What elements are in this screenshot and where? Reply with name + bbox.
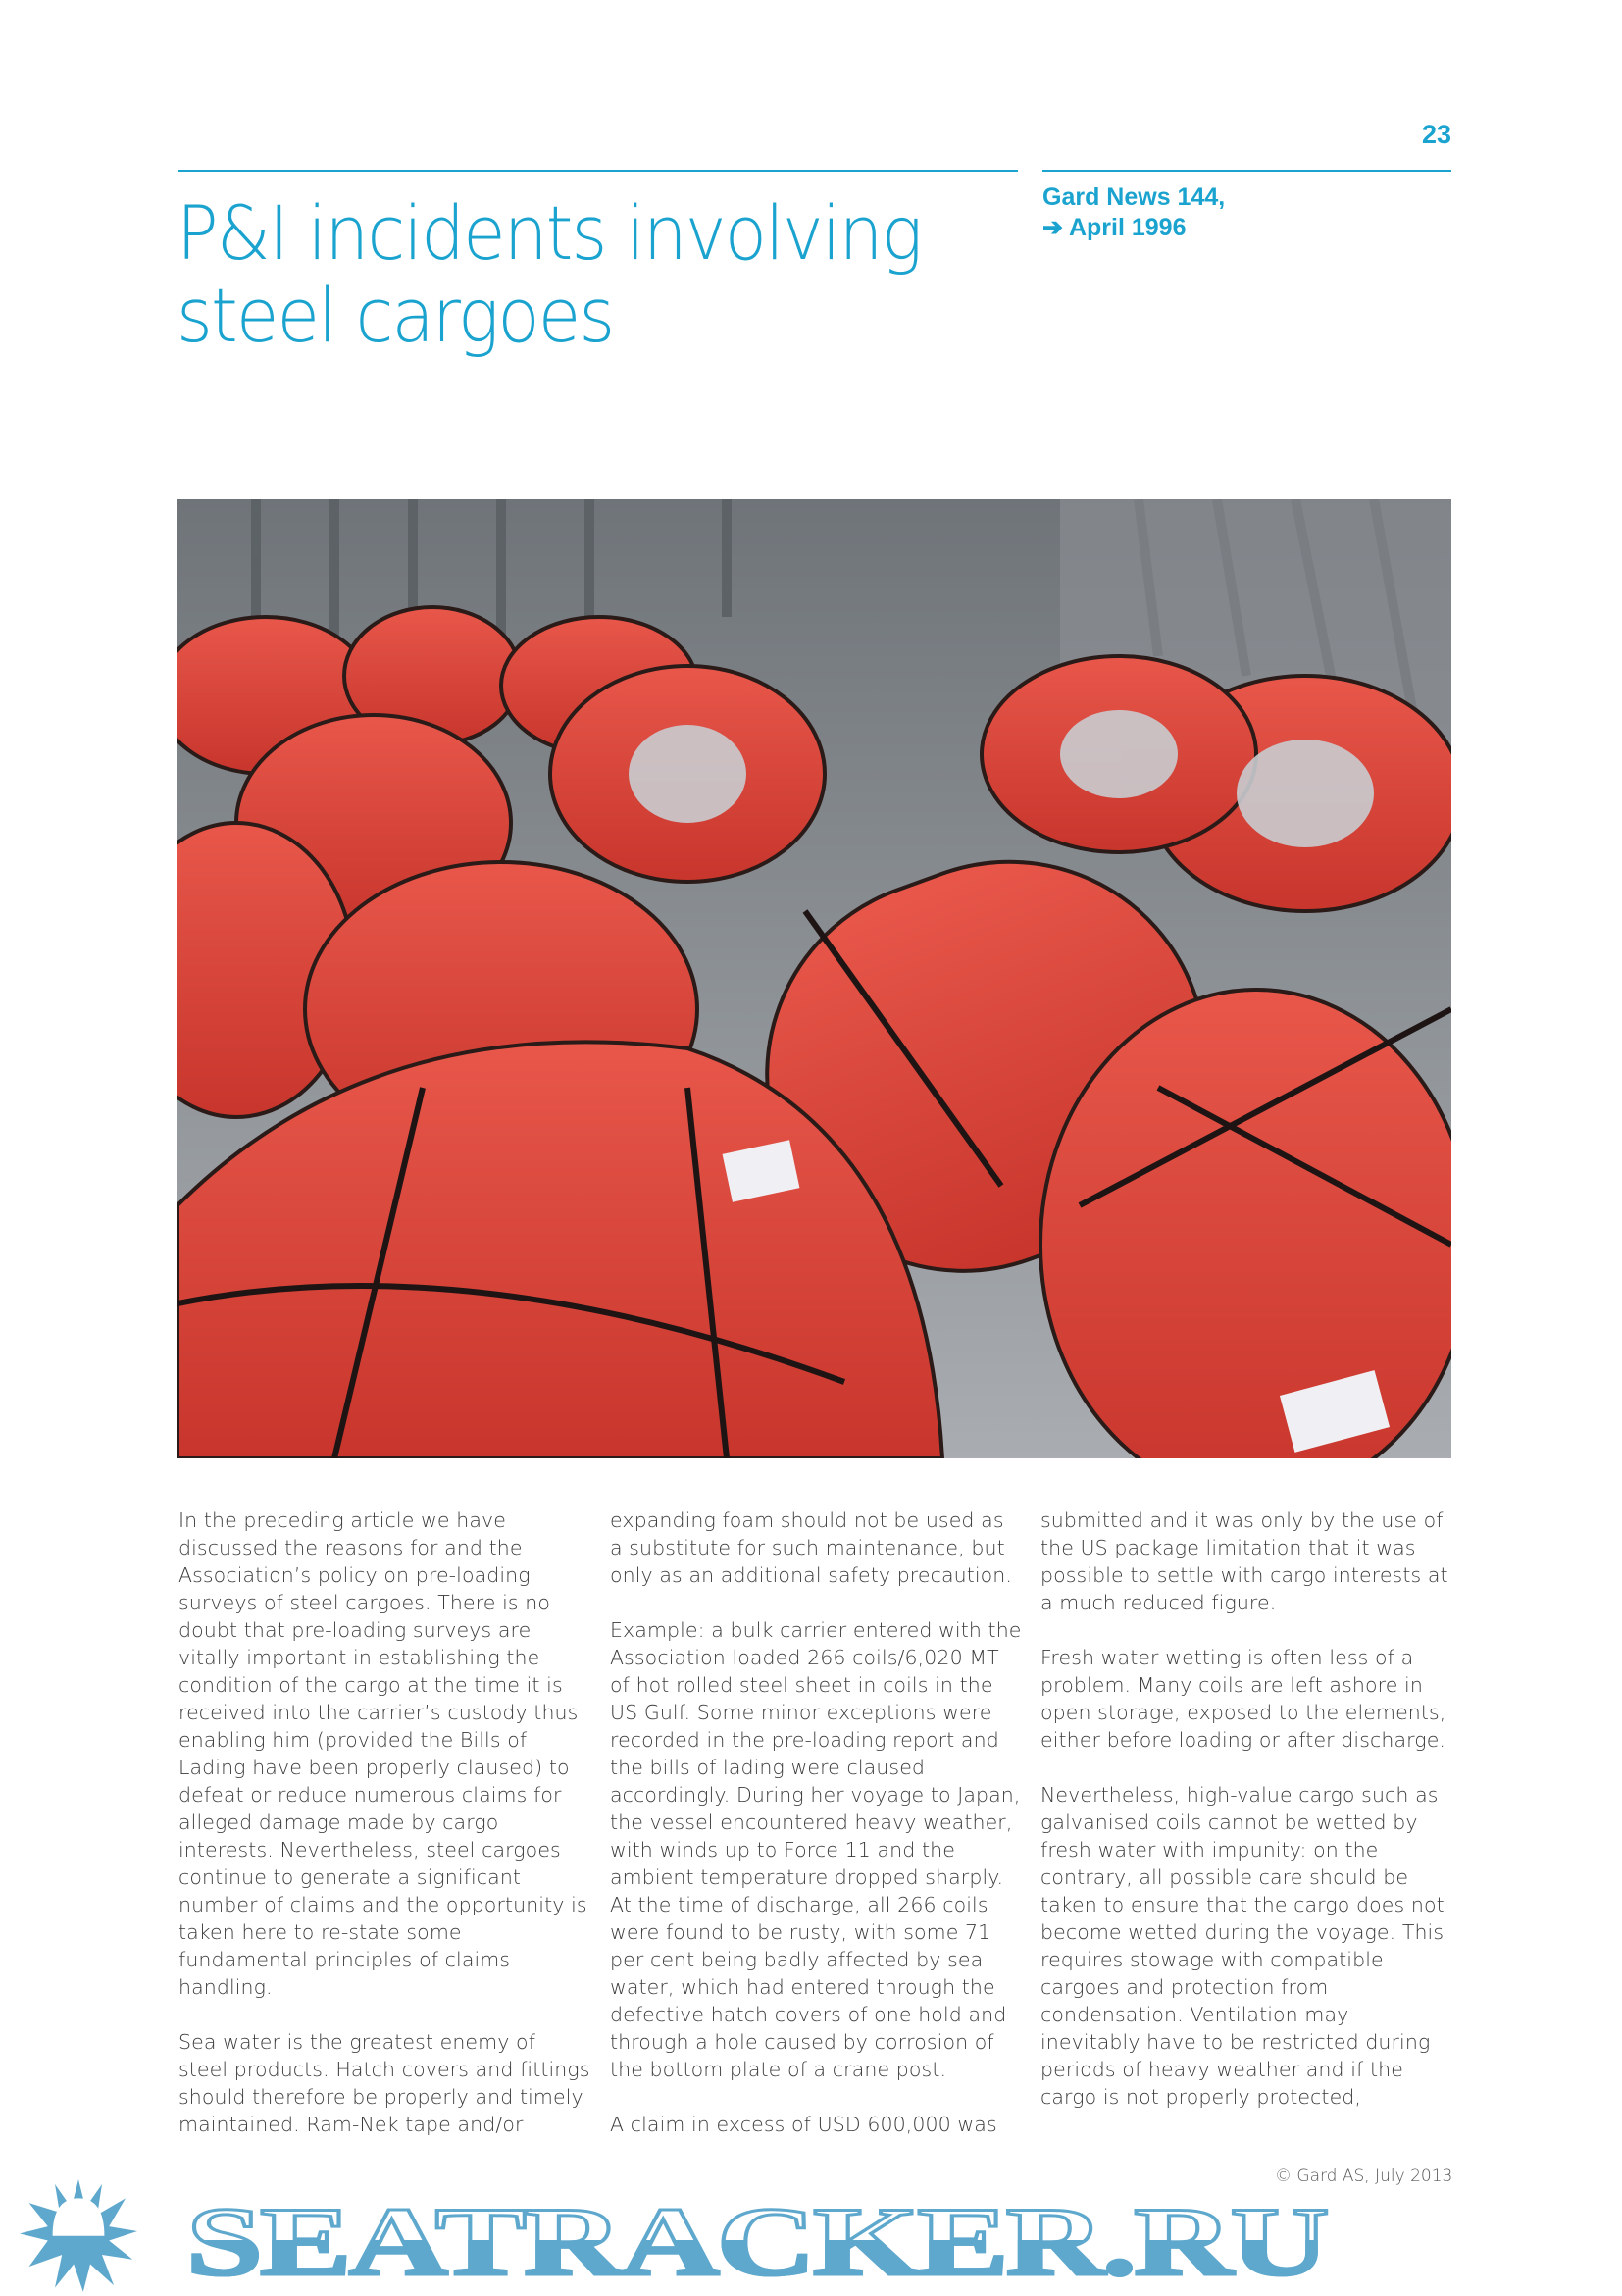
- paragraph: expanding foam should not be used as a substitute for such maintenance, but only as an additional safety precaution.: [610, 1508, 1013, 1587]
- watermark-sun-icon: [20, 2179, 137, 2292]
- steel-coils-photo: [177, 499, 1451, 1458]
- watermark-text: SEATRACKER.RU: [186, 2187, 1327, 2296]
- source-date: April 1996: [1068, 214, 1187, 241]
- paragraph: Nevertheless, high-value cargo such as galvanised coils cannot be wetted by fresh water with impunity: on the contrary, all possible care should be taken to ensure that the cargo does not become wetted during the voyage. This requires stowage with compatible cargoes and protection from condensation. Ventilation may inevitably have to be restricted during periods of heavy weather and if the cargo is not properly protected,: [1040, 1783, 1445, 2109]
- text-column-2: [610, 1506, 1022, 2166]
- source-reference: [1042, 182, 1225, 243]
- page-number: 23: [1421, 120, 1451, 149]
- title-rule: [178, 170, 1018, 172]
- copyright: © Gard AS, July 2013: [1275, 2167, 1453, 2186]
- paragraph: Sea water is the greatest enemy of steel products. Hatch covers and fittings should therefore be properly and timely maintained. Ram-Nek tape and/or: [178, 2030, 590, 2136]
- source-rule: [1042, 170, 1451, 172]
- paragraph: In the preceding article we have discussed the reasons for and the Association’s policy on pre-loading surveys of steel cargoes. There is no doubt that pre-loading surveys are vitally important in establishing the condition of the cargo at the time it is received into the carrier’s custody thus enabling him (provided the Bills of Lading have been properly claused) to defeat or reduce numerous claims for alleged damage made by cargo interests. Nevertheless, steel cargoes continue to generate a significant number of claims and the opportunity is taken here to re-state some fundamental principles of claims handling.: [178, 1508, 587, 1999]
- arrow-icon: ➔: [1042, 214, 1063, 241]
- paragraph: Example: a bulk carrier entered with the Association loaded 266 coils/6,020 MT of hot rolled steel sheet in coils in the US Gulf. Some minor exceptions were recorded in the pre-loading report and the bills of lading were claused accordingly. During her voyage to Japan, the vessel encountered heavy weather, with winds up to Force 11 and the ambient temperature dropped sharply. At the time of discharge, all 266 coils were found to be rusty, with some 71 per cent being badly affected by sea water, which had entered through the defective hatch covers of one hold and through a hole caused by corrosion of the bottom plate of a crane post.: [610, 1618, 1022, 2081]
- title-line-1: P&I incidents involving: [177, 189, 922, 277]
- steel-coils-illustration: [177, 499, 1451, 1458]
- article-title: [177, 189, 961, 359]
- paragraph: submitted and it was only by the use of the US package limitation that it was possible to settle with cargo interests at a much reduced figure.: [1040, 1508, 1448, 1614]
- text-column-3: [1040, 1506, 1452, 2138]
- text-column-1: [178, 1506, 590, 2166]
- paragraph: A claim in excess of USD 600,000 was: [610, 2113, 997, 2136]
- paragraph: Fresh water wetting is often less of a problem. Many coils are left ashore in open storage, exposed to the elements, either before loading or after discharge.: [1040, 1646, 1446, 1752]
- source-issue: Gard News 144,: [1042, 183, 1226, 211]
- title-line-2: steel cargoes: [177, 272, 614, 359]
